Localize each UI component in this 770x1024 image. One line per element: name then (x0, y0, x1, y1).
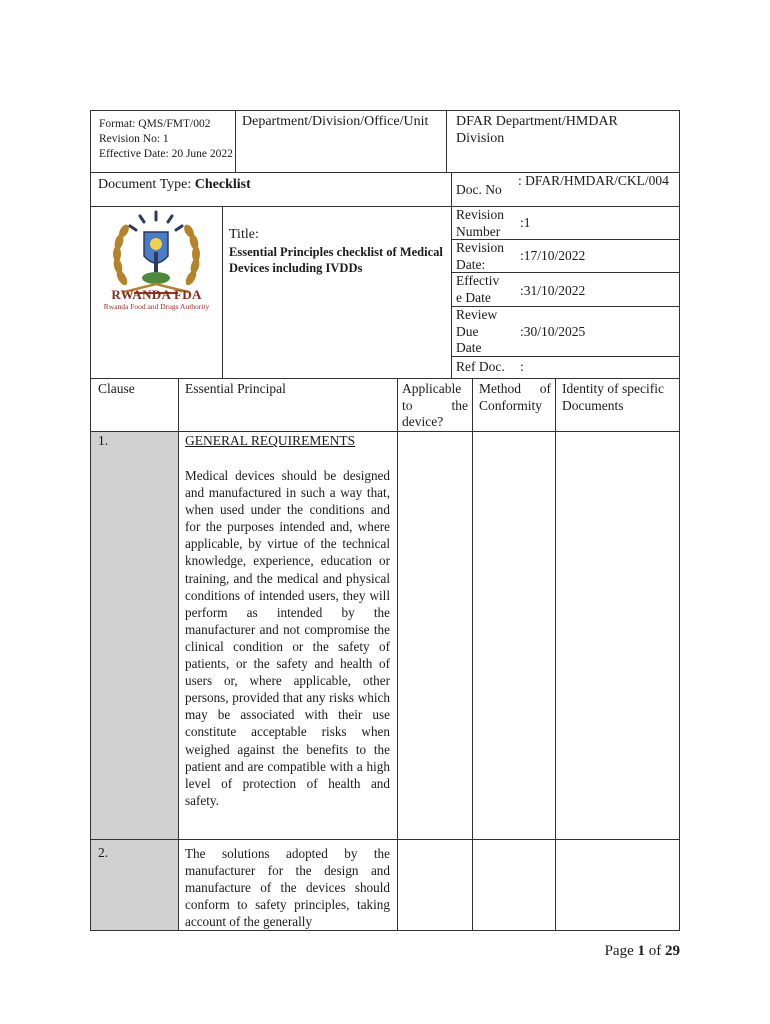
page-total: 29 (665, 943, 680, 959)
format-revision: Revision No: 1 (99, 133, 169, 145)
effective-date-value: :31/10/2022 (520, 283, 586, 298)
col-header-applicable: Applicable to the device? (402, 381, 468, 429)
col-header-clause: Clause (98, 381, 135, 396)
page-number (560, 942, 680, 960)
table-row-principle-text-clip (185, 845, 390, 930)
ref-doc-label: Ref Doc. (456, 359, 505, 374)
revision-date-value: :17/10/2022 (520, 248, 586, 263)
doc-no-value: : DFAR/HMDAR/CKL/004 (518, 173, 669, 188)
page-current: 1 (637, 943, 645, 959)
department-label: Department/Division/Office/Unit (242, 114, 429, 129)
document-type (98, 176, 438, 193)
document-type-label: Document Type: (98, 177, 195, 192)
table-row-principle-text: Medical devices should be designed and manufactured in such a way that, when used under the conditions and for the purposes intended and, where applicable, by virtue of the technical knowledge, experience, education or training, and the medical and physical conditions of intended users, they will perform as intended by the manufacturer and not compromise the clinical condition or the safety of patients, or the safety and health of users or, where applicable, other persons, provided that any risks which may be associated with their use constitute acceptable risks when weighed against the benefits to the patient and are compatible with a high level of protection of health and safety. (185, 468, 390, 808)
table-row-clause: 2. (98, 845, 109, 860)
page-of: of (645, 943, 665, 959)
page-prefix: Page (604, 943, 638, 959)
review-due-date-value: :30/10/2025 (520, 324, 586, 339)
col-header-essential-principal: Essential Principal (185, 381, 286, 396)
table-row-principle-text: The solutions adopted by the manufacturer for the design and manufacture of the devices should conform to safety principles, taking account of the generally (185, 846, 390, 930)
revision-number-label: Revision Number (456, 207, 505, 239)
col-header-identity-documents: Identity of specific Documents (562, 381, 664, 413)
effective-date-label: Effective Date (456, 273, 500, 305)
doc-no-label: Doc. No (456, 182, 502, 197)
col-header-method-of-conformity: Method of Conformity (479, 381, 551, 413)
table-row-clause: 1. (98, 433, 109, 448)
revision-number-value: :1 (520, 215, 531, 230)
section-heading-general-requirements: GENERAL REQUIREMENTS (185, 433, 356, 448)
logo-name: RWANDA FDA (111, 287, 202, 302)
department-value: DFAR Department/HMDAR Division (456, 114, 618, 146)
revision-date-label: Revision Date: (456, 240, 505, 272)
logo-subtitle: Rwanda Food and Drugs Authority (103, 302, 210, 311)
review-due-date-label: Review Due Date (456, 307, 498, 355)
document-type-value: Checklist (194, 177, 251, 192)
format-code: Format: QMS/FMT/002 (99, 118, 211, 130)
ref-doc-value: : (520, 359, 524, 374)
clause-cell-bg-1 (91, 432, 178, 839)
format-effective-date: Effective Date: 20 June 2022 (99, 148, 233, 160)
title-value: Essential Principles checklist of Medical Devices including IVDDs (229, 245, 443, 275)
format-box (99, 117, 233, 162)
title-label: Title: (229, 227, 259, 242)
